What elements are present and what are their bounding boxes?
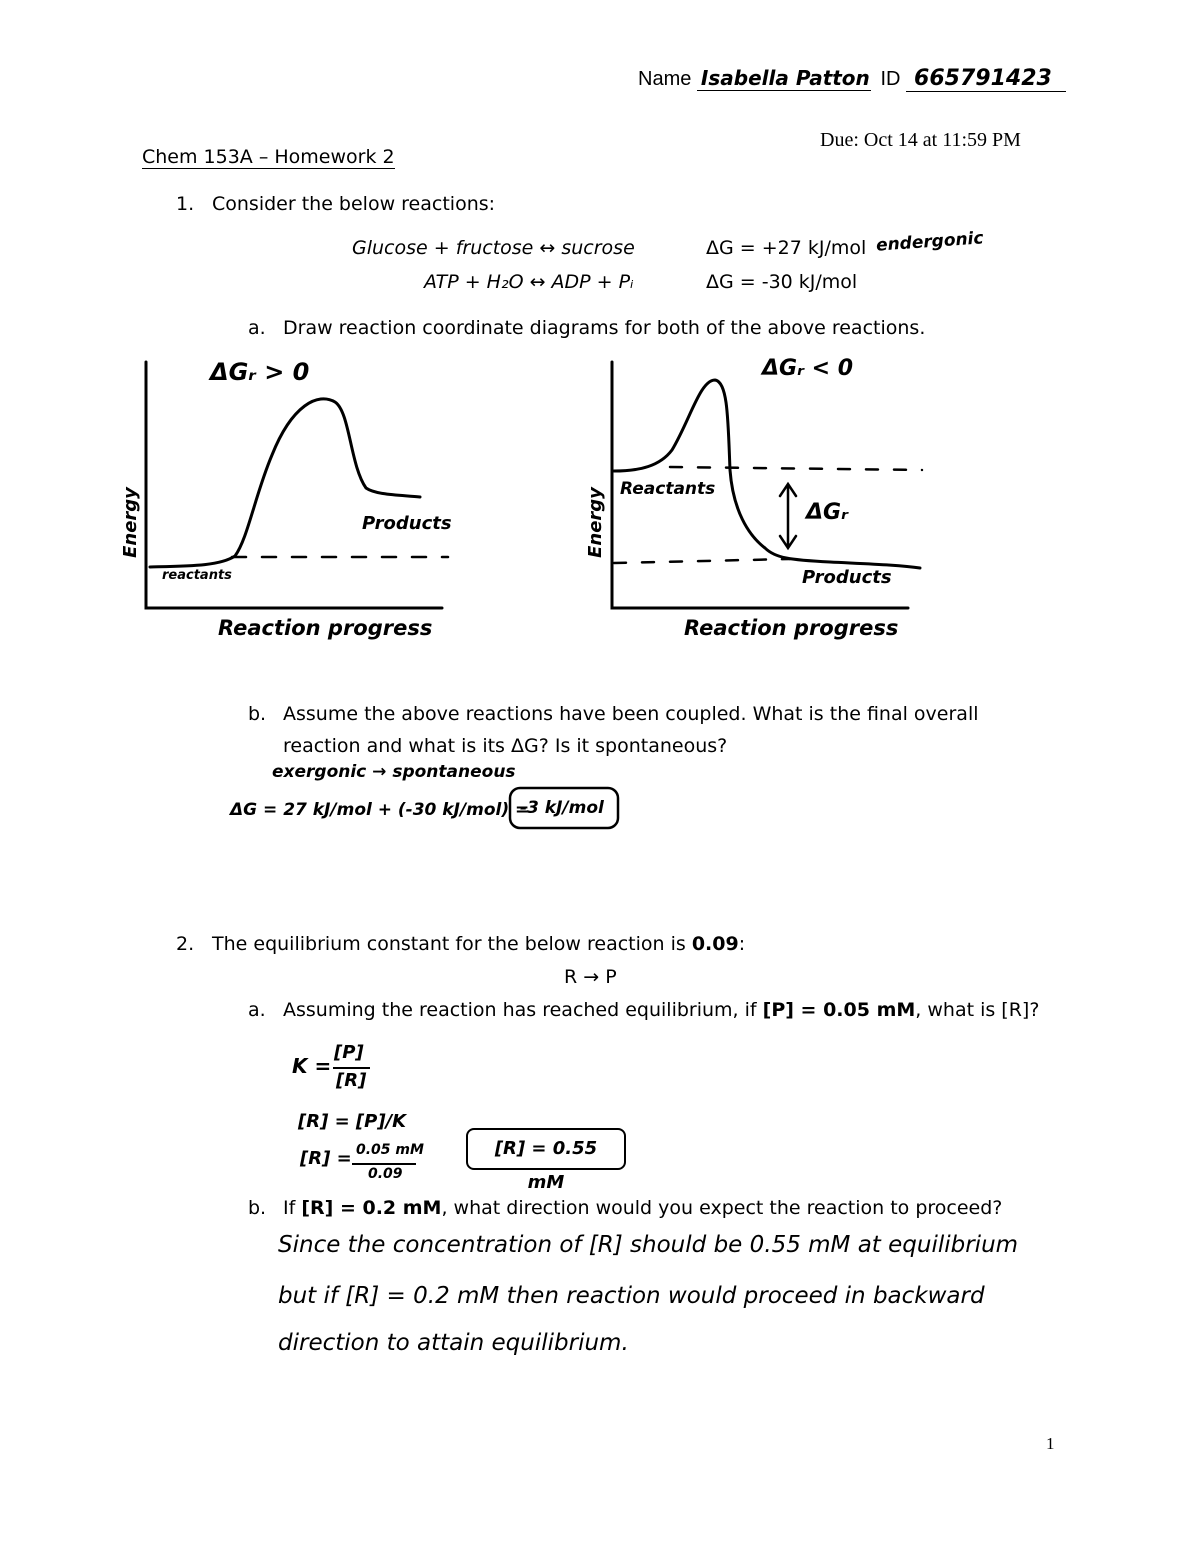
due-date: Due: Oct 14 at 11:59 PM [820, 129, 1021, 151]
work-k-lhs: K = [292, 1054, 332, 1078]
work-3-den: 0.09 [368, 1166, 403, 1182]
q2-number: 2. [176, 933, 195, 955]
q1b-answer-boxed: -3 kJ/mol [520, 798, 604, 818]
q2-prompt-text: The equilibrium constant for the below reaction is [212, 933, 692, 955]
work-k-num: [P] [334, 1042, 364, 1063]
diagram-2-delta: ΔGᵣ [806, 500, 849, 525]
work-k-den: [R] [336, 1070, 367, 1091]
diagram-1-dg-label: ΔGᵣ > 0 [210, 358, 310, 386]
q1a-label: a. [248, 317, 266, 339]
q1-number: 1. [176, 193, 195, 215]
q1a-text: Draw reaction coordinate diagrams for both of the above reactions. [283, 317, 926, 339]
q2b-text-post: , what direction would you expect the reaction to proceed? [441, 1197, 1003, 1219]
q1b-answer-line2: ΔG = 27 kJ/mol + (-30 kJ/mol) = [230, 800, 530, 820]
q2-reaction: R → P [564, 966, 617, 988]
diagram-2-reactants: Reactants [620, 479, 716, 499]
name-label: Name [638, 68, 692, 90]
q1-prompt: Consider the below reactions: [212, 193, 496, 215]
q2a-text-post: , what is [R]? [915, 999, 1040, 1021]
work-3-num: 0.05 mM [356, 1142, 424, 1158]
q2a-text [283, 999, 1039, 1021]
id-value: 665791423 [906, 66, 1066, 92]
diagram-2-arrow [780, 484, 796, 548]
q2b-text-pre: If [283, 1197, 302, 1219]
q2b-label: b. [248, 1197, 267, 1219]
work-line-2: [R] = [P]/K [298, 1111, 407, 1132]
id-label: ID [880, 68, 901, 90]
reaction-1-note: endergonic [875, 228, 985, 256]
q2-prompt-colon: : [738, 933, 746, 955]
q2b-text-bold: [R] = 0.2 mM [301, 1197, 442, 1219]
diagram-1-curve [150, 399, 420, 567]
q2b-answer-line3: direction to attain equilibrium. [278, 1330, 629, 1356]
q2-prompt-k: 0.09 [691, 933, 739, 955]
q2-prompt [212, 933, 745, 955]
diagram-2-xlabel: Reaction progress [684, 616, 899, 640]
q2b-text [283, 1197, 1002, 1219]
name-value: Isabella Patton [697, 66, 871, 91]
work-3-lhs: [R] = [300, 1148, 352, 1169]
reaction-1-dg: ΔG = +27 kJ/mol [706, 237, 867, 259]
q2a-answer: [R] = 0.55 mM [466, 1128, 626, 1170]
diagram-2-products: Products [802, 567, 892, 588]
q2a-label: a. [248, 999, 266, 1021]
reaction-1-equation: Glucose + fructose ↔ sucrose [352, 237, 635, 259]
page-title: Chem 153A – Homework 2 [142, 146, 395, 168]
q1b-label: b. [248, 703, 267, 725]
diagram-1-ylabel: Energy [119, 487, 141, 558]
q1b-text-line1: Assume the above reactions have been coupled. What is the final overall [283, 703, 979, 725]
q2a-text-bold: [P] = 0.05 mM [762, 999, 916, 1021]
q2a-text-pre: Assuming the reaction has reached equilibrium, if [283, 999, 763, 1021]
diagram-2-ylabel: Energy [584, 487, 606, 558]
reaction-2-equation: ATP + H₂O ↔ ADP + Pᵢ [424, 271, 634, 293]
diagram-1-products: Products [362, 513, 452, 534]
page-number: 1 [1046, 1434, 1055, 1453]
reaction-2-dg: ΔG = -30 kJ/mol [706, 271, 858, 293]
diagram-2-curve [614, 380, 920, 568]
diagram-2-dashed-top [670, 467, 922, 470]
q1b-text-line2: reaction and what is its ΔG? Is it spontaneous? [283, 735, 728, 757]
diagram-1-reactants: reactants [162, 568, 232, 583]
q2b-answer-line1: Since the concentration of [R] should be 0.55 mM at equilibrium [278, 1232, 1019, 1258]
q2b-answer-line2: but if [R] = 0.2 mM then reaction would proceed in backward [278, 1283, 985, 1309]
diagram-1-xlabel: Reaction progress [218, 616, 433, 640]
diagram-2-dg-label: ΔGᵣ < 0 [762, 356, 854, 381]
diagram-2-dashed-bottom [614, 559, 790, 563]
q1b-answer-line1: exergonic → spontaneous [272, 762, 516, 782]
